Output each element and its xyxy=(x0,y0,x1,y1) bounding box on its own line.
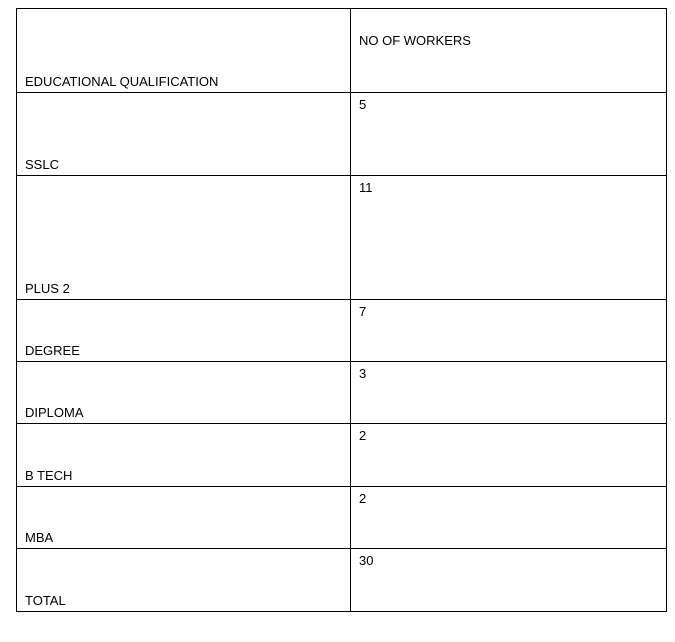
header-workers: NO OF WORKERS xyxy=(351,9,667,93)
table-row xyxy=(17,300,667,362)
qualification-cell: B TECH xyxy=(17,424,351,487)
workers-cell: 2 xyxy=(351,424,667,487)
table-row xyxy=(17,93,667,176)
table-row xyxy=(17,424,667,487)
qualification-cell: PLUS 2 xyxy=(17,176,351,300)
workers-cell: 3 xyxy=(351,362,667,424)
table-row xyxy=(17,487,667,549)
qualification-table xyxy=(16,8,667,612)
qualification-cell: SSLC xyxy=(17,93,351,176)
qualification-cell: TOTAL xyxy=(17,549,351,612)
qualification-cell: DEGREE xyxy=(17,300,351,362)
workers-cell: 7 xyxy=(351,300,667,362)
table-header-row xyxy=(17,9,667,93)
workers-cell: 30 xyxy=(351,549,667,612)
workers-cell: 2 xyxy=(351,487,667,549)
table-row xyxy=(17,362,667,424)
header-qualification: EDUCATIONAL QUALIFICATION xyxy=(17,9,351,93)
table-row xyxy=(17,176,667,300)
qualification-cell: MBA xyxy=(17,487,351,549)
workers-cell: 5 xyxy=(351,93,667,176)
table-row-total xyxy=(17,549,667,612)
workers-cell: 11 xyxy=(351,176,667,300)
qualification-cell: DIPLOMA xyxy=(17,362,351,424)
